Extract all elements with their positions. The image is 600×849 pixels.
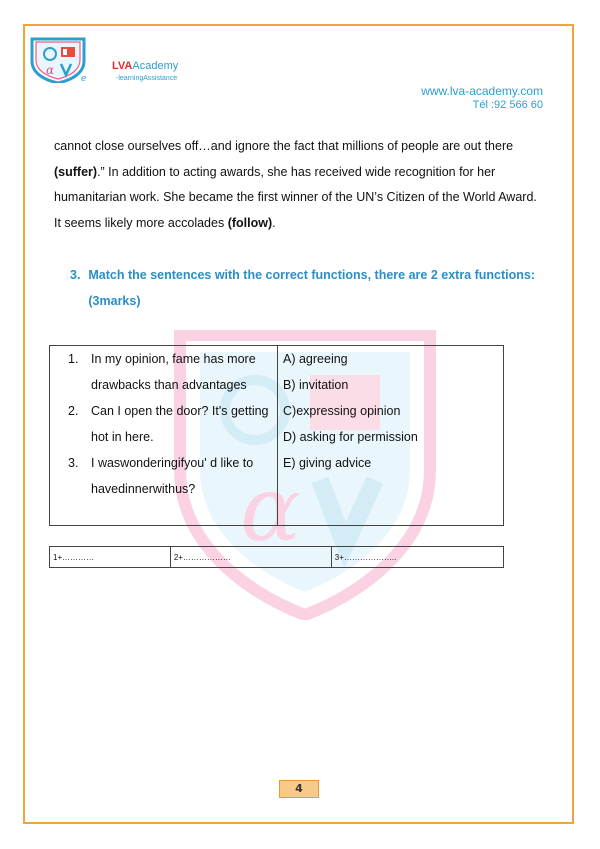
answer-cell-2[interactable]: 2+……………… <box>170 547 331 568</box>
lva-academy-logo <box>28 37 88 83</box>
function-item: B) invitation <box>283 378 349 392</box>
sentence-item: 3. I waswonderingifyou' d like to havedinnerwithus? <box>68 456 254 496</box>
function-item: A) agreeing <box>283 352 348 366</box>
function-item: C)expressing opinion <box>283 404 401 418</box>
answer-table <box>49 546 504 568</box>
website-link[interactable]: www.lva-academy.com <box>421 84 543 98</box>
verb-follow: (follow) <box>227 215 273 230</box>
sentences-column <box>50 346 278 526</box>
question-3-heading: 3. Match the sentences with the correct functions, there are 2 extra functions: (3marks) <box>70 268 536 308</box>
reading-paragraph: cannot close ourselves off…and ignore the fact that millions of people are out there (suffer).” In addition to acting awards, she has received wide recognition for her humanitarian work. She became the first winner of the UN’s Citizen of the World Award. It seems likely more accolades (follow). <box>54 139 537 230</box>
verb-suffer: (suffer) <box>54 164 98 179</box>
phone-number: Tél :92 566 60 <box>472 99 543 111</box>
function-item: E) giving advice <box>283 456 372 470</box>
page-number: 4 <box>279 780 319 798</box>
function-item: D) asking for permission <box>283 430 418 444</box>
sentence-item: 1. In my opinion, fame has more drawbacks than advantages <box>68 352 256 392</box>
svg-text:e: e <box>81 74 87 83</box>
svg-text:α: α <box>46 63 55 77</box>
svg-text:α: α <box>240 457 301 562</box>
functions-column <box>278 346 504 526</box>
brand-name: LVAAcademy <box>112 60 179 72</box>
sentence-item: 2. Can I open the door? It's getting hot in here. <box>68 404 269 444</box>
brand-subtitle: -learningAssistance <box>116 75 178 82</box>
matching-table <box>49 345 504 526</box>
answer-cell-1[interactable]: 1+………… <box>50 547 171 568</box>
answer-cell-3[interactable]: 3+……………….. <box>331 547 503 568</box>
